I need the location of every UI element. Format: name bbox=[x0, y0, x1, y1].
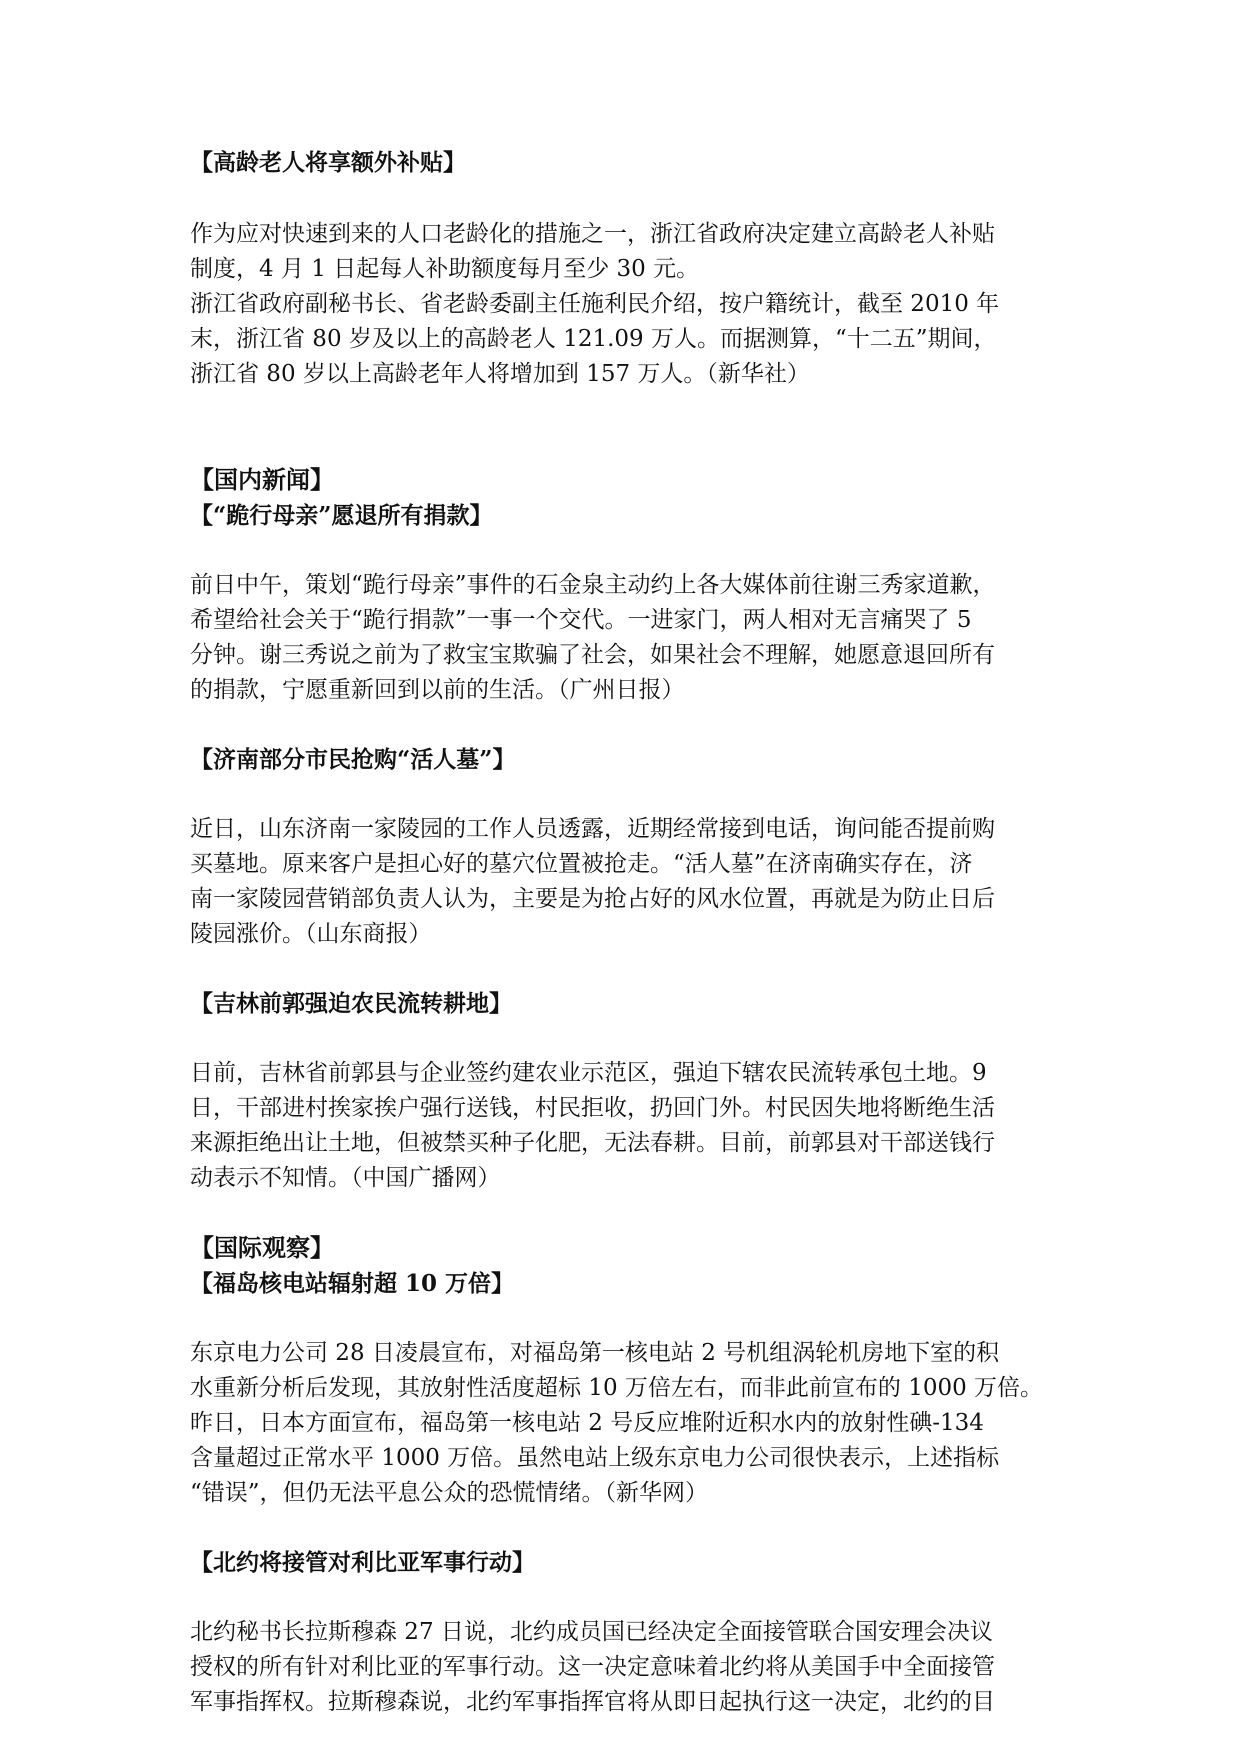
body-line: 末，浙江省 80 岁及以上的高龄老人 121.09 万人。而据测算，“十二五”期间， bbox=[190, 326, 997, 352]
body-line: 东京电力公司 28 日凌晨宣布，对福岛第一核电站 2 号机组涡轮机房地下室的积 bbox=[190, 1340, 1000, 1366]
article-title: 【北约将接管对利比亚军事行动】 bbox=[190, 1549, 535, 1576]
body-line: 军事指挥权。拉斯穆森说，北约军事指挥官将从即日起执行这一决定，北约的目 bbox=[190, 1689, 995, 1715]
body-line: 动表示不知情。（中国广播网） bbox=[190, 1165, 501, 1191]
article-title: 【福岛核电站辐射超 10 万倍】 bbox=[190, 1270, 515, 1297]
article-body bbox=[190, 1336, 1060, 1511]
body-line: 浙江省 80 岁以上高龄老年人将增加到 157 万人。（新华社） bbox=[190, 361, 810, 387]
document-page bbox=[190, 145, 1060, 1720]
body-line: 作为应对快速到来的人口老龄化的措施之一，浙江省政府决定建立高龄老人补贴 bbox=[190, 221, 995, 247]
body-line: 含量超过正常水平 1000 万倍。虽然电站上级东京电力公司很快表示，上述指标 bbox=[190, 1445, 1000, 1471]
body-line: 前日中午，策划“跪行母亲”事件的石金泉主动约上各大媒体前往谢三秀家道歉， bbox=[190, 572, 996, 598]
section-heading-domestic: 【国内新闻】 bbox=[190, 465, 334, 494]
article-body bbox=[190, 1615, 1060, 1720]
body-line: 昨日，日本方面宣布，福岛第一核电站 2 号反应堆附近积水内的放射性碘-134 bbox=[190, 1410, 984, 1436]
article-body bbox=[190, 812, 1060, 952]
body-line: 北约秘书长拉斯穆森 27 日说，北约成员国已经决定全面接管联合国安理会决议 bbox=[190, 1619, 993, 1645]
body-line: 授权的所有针对利比亚的军事行动。这一决定意味着北约将从美国手中全面接管 bbox=[190, 1654, 995, 1680]
body-line: 近日，山东济南一家陵园的工作人员透露，近期经常接到电话，询问能否提前购 bbox=[190, 816, 995, 842]
body-line: 南一家陵园营销部负责人认为，主要是为抢占好的风水位置，再就是为防止日后 bbox=[190, 886, 995, 912]
body-line: 希望给社会关于“跪行捐款”一事一个交代。一进家门，两人相对无言痛哭了 5 bbox=[190, 607, 972, 633]
article-title: 【高龄老人将享额外补贴】 bbox=[190, 149, 466, 176]
body-line: 分钟。谢三秀说之前为了救宝宝欺骗了社会，如果社会不理解，她愿意退回所有 bbox=[190, 642, 995, 668]
article-body bbox=[190, 568, 1060, 708]
article-title: 【济南部分市民抢购“活人墓”】 bbox=[190, 746, 516, 773]
article-body bbox=[190, 217, 1060, 392]
article-title: 【吉林前郭强迫农民流转耕地】 bbox=[190, 990, 512, 1017]
body-line: 日，干部进村挨家挨户强行送钱，村民拒收，扔回门外。村民因失地将断绝生活 bbox=[190, 1095, 995, 1121]
body-line: 来源拒绝出让土地，但被禁买种子化肥，无法春耕。目前，前郭县对干部送钱行 bbox=[190, 1130, 995, 1156]
body-line: 制度，4 月 1 日起每人补助额度每月至少 30 元。 bbox=[190, 256, 700, 282]
body-line: 的捐款，宁愿重新回到以前的生活。（广州日报） bbox=[190, 677, 685, 703]
article-title: 【“跪行母亲”愿退所有捐款】 bbox=[190, 502, 493, 529]
body-line: 买墓地。原来客户是担心好的墓穴位置被抢走。“活人墓”在济南确实存在，济 bbox=[190, 851, 973, 877]
article-body bbox=[190, 1056, 1060, 1196]
body-line: 水重新分析后发现，其放射性活度超标 10 万倍左右，而非此前宣布的 1000 万倍。 bbox=[190, 1375, 1044, 1401]
section-heading-international: 【国际观察】 bbox=[190, 1233, 334, 1262]
body-line: “错误”，但仍无法平息公众的恐慌情绪。（新华网） bbox=[190, 1480, 709, 1506]
body-line: 日前，吉林省前郭县与企业签约建农业示范区，强迫下辖农民流转承包土地。9 bbox=[190, 1060, 987, 1086]
body-line: 陵园涨价。（山东商报） bbox=[190, 921, 432, 947]
body-line: 浙江省政府副秘书长、省老龄委副主任施利民介绍，按户籍统计，截至 2010 年 bbox=[190, 291, 1000, 317]
